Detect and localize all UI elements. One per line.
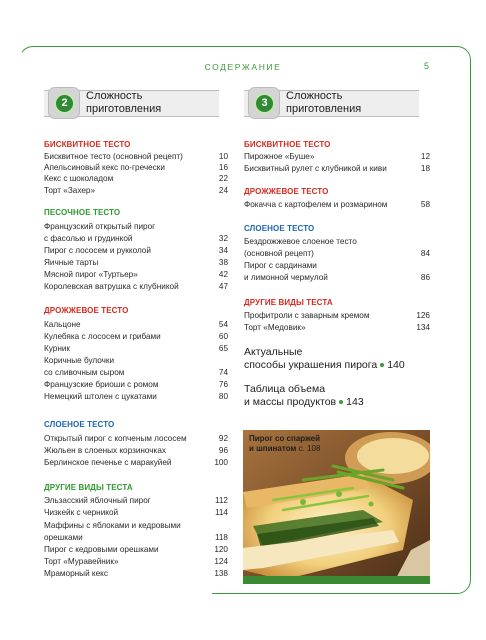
toc-entry[interactable]: Берлинское печенье с маракуйей (44, 458, 172, 467)
toc-entry[interactable]: Торт «Захер» (44, 186, 96, 195)
toc-entry[interactable]: со сливочным сыром (44, 368, 125, 377)
caption-line: Пирог со спаржей (249, 434, 320, 443)
section-title-shortcrust: ПЕСОЧНОЕ ТЕСТО (44, 208, 121, 217)
toc-page: 114 (214, 508, 228, 517)
toc-entry[interactable]: Торт «Муравейник» (44, 557, 119, 566)
toc-entry[interactable]: (основной рецепт) (244, 249, 314, 258)
frame-gap-bottom (12, 586, 212, 598)
toc-entry[interactable]: с фасолью и грудинкой (44, 234, 133, 243)
level-number-icon: 2 (54, 93, 75, 114)
toc-entry[interactable]: Чизкейк с черникой (44, 508, 119, 517)
photo-caption (249, 434, 320, 453)
toc-extra-line[interactable]: Актуальные (244, 346, 303, 358)
caption-text: и шпинатом (249, 443, 297, 453)
toc-page: 12 (420, 152, 430, 161)
toc-entry[interactable]: Апельсиновый кекс по-гречески (44, 163, 165, 172)
toc-page: 124 (214, 557, 228, 566)
pie-photo-illustration (243, 430, 430, 584)
toc-entry[interactable]: Французский открытый пирог (44, 222, 156, 231)
level-number-icon: 3 (254, 93, 275, 114)
toc-page: 140 (387, 359, 405, 371)
bullet-icon (339, 400, 343, 404)
toc-page: 80 (218, 392, 228, 401)
toc-page: 138 (214, 569, 228, 578)
toc-entry[interactable]: Пирог с кедровыми орешками (44, 545, 159, 554)
toc-extra-line[interactable]: Таблица объема (244, 383, 326, 395)
toc-entry[interactable]: и лимонной чермулой (244, 273, 328, 282)
toc-page: 86 (420, 273, 430, 282)
toc-page: 10 (218, 152, 228, 161)
toc-entry[interactable]: Яичные тарты (44, 258, 99, 267)
level-badge (248, 87, 280, 119)
toc-page: 32 (218, 234, 228, 243)
page-number: 5 (424, 61, 430, 71)
toc-entry[interactable]: Эльзасский яблочный пирог (44, 496, 151, 505)
toc-extra-entry[interactable] (244, 359, 405, 372)
toc-entry[interactable]: Бисквитное тесто (основной рецепт) (44, 152, 183, 161)
toc-entry[interactable]: Пирог с лососем и рукколой (44, 246, 151, 255)
toc-extra-title: способы украшения пирога (244, 359, 378, 371)
toc-extra-title: и массы продуктов (244, 396, 337, 408)
toc-page: 76 (218, 380, 228, 389)
level-label: Сложность приготовления (286, 90, 362, 115)
toc-extra-entry[interactable] (244, 396, 364, 409)
toc-entry[interactable]: Бездрожжевое слоеное тесто (244, 237, 357, 246)
toc-entry[interactable]: Курник (44, 344, 71, 353)
toc-page: 92 (218, 434, 228, 443)
toc-page: 134 (416, 323, 430, 332)
toc-entry[interactable]: Немецкий штолен с цукатами (44, 392, 157, 401)
page-title: СОДЕРЖАНИЕ (204, 62, 282, 72)
toc-page: 126 (416, 311, 430, 320)
toc-page: 96 (218, 446, 228, 455)
toc-page: 118 (214, 533, 228, 542)
level-badge (48, 87, 80, 119)
section-title-biscuit: БИСКВИТНОЕ ТЕСТО (44, 140, 131, 149)
section-title-puff: СЛОЕНОЕ ТЕСТО (44, 420, 115, 429)
toc-entry[interactable]: Маффины с яблоками и кедровыми (44, 521, 181, 530)
toc-page: 65 (218, 344, 228, 353)
toc-page: 34 (218, 246, 228, 255)
section-title-yeast: ДРОЖЖЕВОЕ ТЕСТО (44, 306, 129, 315)
section-title-other: ДРУГИЕ ВИДЫ ТЕСТА (244, 298, 333, 307)
toc-entry[interactable]: Жюльен в слоеных корзиночках (44, 446, 166, 455)
frame-gap-left (12, 40, 22, 600)
toc-page: 38 (218, 258, 228, 267)
toc-entry[interactable]: Французские бриоши с ромом (44, 380, 159, 389)
toc-entry[interactable]: Пирожное «Буше» (244, 152, 315, 161)
level-label: Сложность приготовления (86, 90, 162, 115)
section-title-other: ДРУГИЕ ВИДЫ ТЕСТА (44, 483, 133, 492)
toc-page: 16 (218, 163, 228, 172)
toc-page: 22 (218, 174, 228, 183)
toc-page: 84 (420, 249, 430, 258)
toc-page: 100 (214, 458, 228, 467)
toc-entry[interactable]: орешками (44, 533, 83, 542)
difficulty-level-3 (244, 87, 444, 121)
toc-entry[interactable]: Профитроли с заварным кремом (244, 311, 370, 320)
difficulty-level-2 (44, 87, 244, 121)
toc-page: 74 (218, 368, 228, 377)
toc-entry[interactable]: Кекс с шоколадом (44, 174, 114, 183)
toc-entry[interactable]: Бисквитный рулет с клубникой и киви (244, 164, 387, 173)
caption-page: с. 108 (298, 443, 321, 453)
toc-entry[interactable]: Фокачча с картофелем и розмарином (244, 200, 388, 209)
toc-entry[interactable]: Кулебяка с лососем и грибами (44, 332, 161, 341)
toc-page: 47 (218, 282, 228, 291)
toc-entry[interactable]: Кальцоне (44, 320, 81, 329)
toc-entry[interactable]: Пирог с сардинами (244, 261, 317, 270)
toc-page: 54 (218, 320, 228, 329)
toc-entry[interactable]: Коричные булочки (44, 356, 115, 365)
toc-entry[interactable]: Мраморный кекс (44, 569, 108, 578)
toc-entry[interactable]: Торт «Медовик» (244, 323, 306, 332)
toc-page: 42 (218, 270, 228, 279)
caption-line (249, 444, 320, 454)
toc-entry[interactable]: Королевская ватрушка с клубникой (44, 282, 179, 291)
toc-page: 60 (218, 332, 228, 341)
section-title-yeast: ДРОЖЖЕВОЕ ТЕСТО (244, 187, 329, 196)
toc-entry[interactable]: Мясной пирог «Туртьер» (44, 270, 138, 279)
toc-page: 120 (214, 545, 228, 554)
bullet-icon (380, 363, 384, 367)
toc-page: 24 (218, 186, 228, 195)
toc-page: 18 (420, 164, 430, 173)
toc-page: 112 (214, 496, 228, 505)
toc-page: 58 (420, 200, 430, 209)
recipe-photo[interactable] (243, 430, 430, 584)
section-title-biscuit: БИСКВИТНОЕ ТЕСТО (244, 140, 331, 149)
toc-entry[interactable]: Открытый пирог с копченым лососем (44, 434, 187, 443)
toc-page: 143 (346, 396, 364, 408)
section-title-puff: СЛОЕНОЕ ТЕСТО (244, 224, 315, 233)
